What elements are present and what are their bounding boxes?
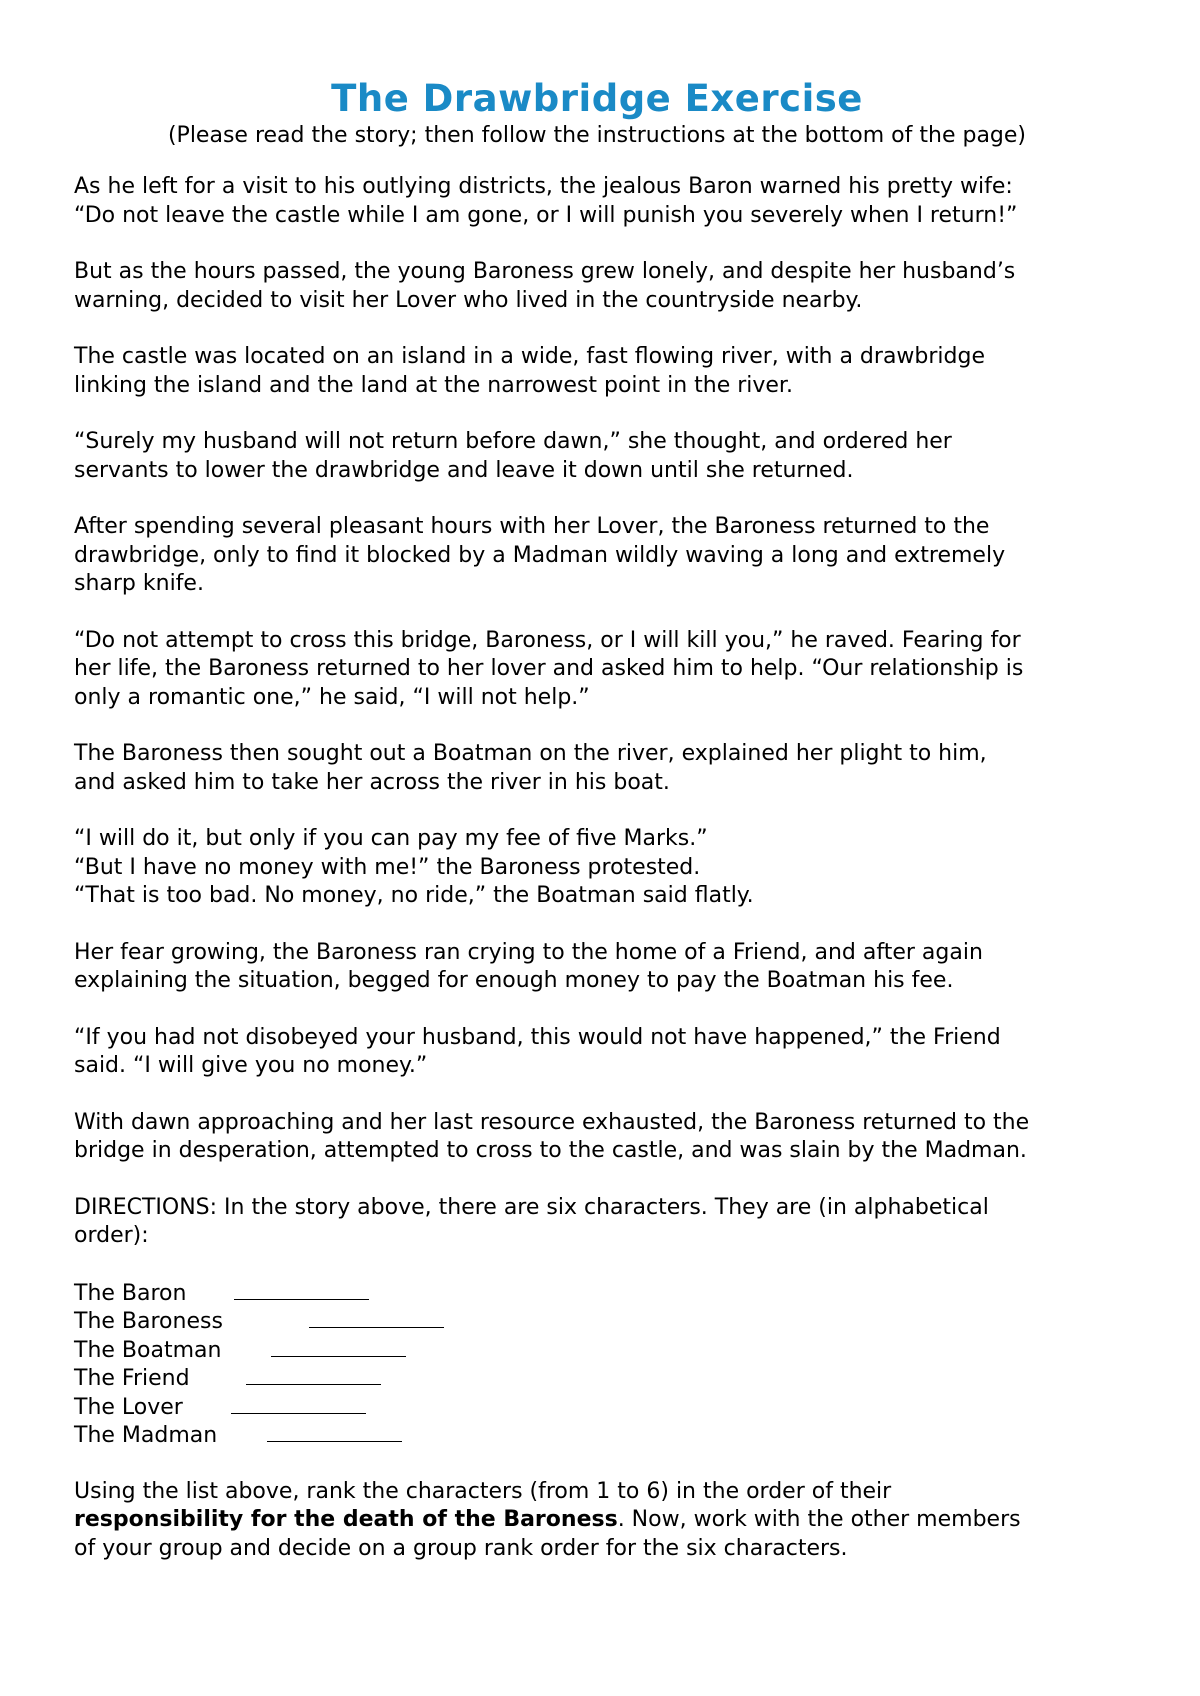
paragraph-line: “Do not leave the castle while I am gone, or I will punish you severely when I return!” <box>74 202 1018 228</box>
document-subtitle: (Please read the story; then follow the instructions at the bottom of the page) <box>167 123 1027 148</box>
rank-answer-blank[interactable] <box>234 1279 369 1300</box>
emphasis-text: responsibility for the death of the Baroness <box>74 1507 618 1532</box>
character-name: The Lover <box>74 1394 183 1420</box>
paragraph-line: drawbridge, only to find it blocked by a Madman wildly waving a long and extremely <box>74 542 1006 568</box>
closing-line-3: of your group and decide on a group rank order for the six characters. <box>74 1535 848 1561</box>
character-name: The Baroness <box>74 1309 223 1334</box>
story-paragraph <box>74 258 1120 315</box>
paragraph-line: linking the island and the land at the narrowest point in the river. <box>74 372 793 398</box>
paragraph-line: But as the hours passed, the young Baroness grew lonely, and despite her husband’s <box>74 259 1016 284</box>
story-paragraph <box>74 513 1120 599</box>
rank-answer-blank[interactable] <box>231 1393 366 1414</box>
paragraph-line: Her fear growing, the Baroness ran crying to the home of a Friend, and after again <box>74 939 983 965</box>
character-row <box>74 1307 1120 1336</box>
story-paragraph <box>74 740 1120 797</box>
character-row <box>74 1336 1120 1365</box>
character-row <box>74 1279 1120 1308</box>
paragraph-line: “If you had not disobeyed your husband, this would not have happened,” the Friend <box>74 1024 1001 1050</box>
story-paragraph <box>74 1024 1120 1081</box>
closing-line-1: Using the list above, rank the characters (from 1 to 6) in the order of their <box>74 1478 892 1504</box>
paragraph-line: As he left for a visit to his outlying districts, the jealous Baron warned his pretty wife: <box>74 174 1013 199</box>
paragraph-line: With dawn approaching and her last resource exhausted, the Baroness returned to the <box>74 1109 1030 1135</box>
paragraph-line: sharp knife. <box>74 571 204 596</box>
closing-instructions <box>74 1478 1120 1564</box>
paragraph-line: only a romantic one,” he said, “I will not help.” <box>74 684 590 710</box>
story-paragraph <box>74 428 1120 485</box>
character-list <box>74 1279 1120 1450</box>
rank-answer-blank[interactable] <box>267 1421 402 1442</box>
rank-answer-blank[interactable] <box>246 1364 381 1385</box>
paragraph-line: After spending several pleasant hours with her Lover, the Baroness returned to the <box>74 514 990 539</box>
rank-answer-blank[interactable] <box>271 1336 406 1357</box>
paragraph-line: The castle was located on an island in a wide, fast flowing river, with a drawbridge <box>74 344 986 369</box>
character-row <box>74 1393 1120 1422</box>
paragraph-line: “But I have no money with me!” the Baroness protested. <box>74 854 701 880</box>
character-name: The Friend <box>74 1366 190 1391</box>
paragraph-line: servants to lower the drawbridge and leave it down until she returned. <box>74 457 854 483</box>
document-title: The Drawbridge Exercise <box>331 77 863 120</box>
character-name: The Boatman <box>74 1337 222 1363</box>
character-name: The Madman <box>74 1423 218 1448</box>
rank-answer-blank[interactable] <box>309 1307 444 1328</box>
story-paragraph <box>74 343 1120 400</box>
paragraph-line: explaining the situation, begged for enough money to pay the Boatman his fee. <box>74 968 954 993</box>
story-paragraph <box>74 825 1120 911</box>
paragraph-line: said. “I will give you no money.” <box>74 1053 428 1078</box>
story-body <box>74 173 1120 1251</box>
paragraph-line: bridge in desperation, attempted to cross to the castle, and was slain by the Madman. <box>74 1138 1027 1163</box>
character-row <box>74 1364 1120 1393</box>
paragraph-line: The Baroness then sought out a Boatman on the river, explained her plight to him, <box>74 741 987 766</box>
paragraph-line: DIRECTIONS: In the story above, there are six characters. They are (in alphabetical <box>74 1194 989 1220</box>
closing-line-2 <box>74 1506 1120 1535</box>
paragraph-line: “Surely my husband will not return before dawn,” she thought, and ordered her <box>74 429 952 454</box>
paragraph-line: her life, the Baroness returned to her lover and asked him to help. “Our relationship is <box>74 656 1024 681</box>
paragraph-line: “I will do it, but only if you can pay my fee of five Marks.” <box>74 826 708 851</box>
story-paragraph <box>74 1194 1120 1251</box>
paragraph-line: “That is too bad. No money, no ride,” the Boatman said flatly. <box>74 883 754 908</box>
paragraph-line: warning, decided to visit her Lover who lived in the countryside nearby. <box>74 287 863 313</box>
story-paragraph <box>74 173 1120 230</box>
character-name: The Baron <box>74 1280 187 1306</box>
paragraph-line: and asked him to take her across the river in his boat. <box>74 769 670 795</box>
paragraph-line: “Do not attempt to cross this bridge, Baroness, or I will kill you,” he raved. Fearing for <box>74 627 1021 653</box>
story-paragraph <box>74 1109 1120 1166</box>
closing-line-2-rest: . Now, work with the other members <box>617 1507 1021 1532</box>
story-paragraph <box>74 939 1120 996</box>
paragraph-line: order): <box>74 1223 149 1248</box>
character-row <box>74 1421 1120 1450</box>
story-paragraph <box>74 627 1120 713</box>
